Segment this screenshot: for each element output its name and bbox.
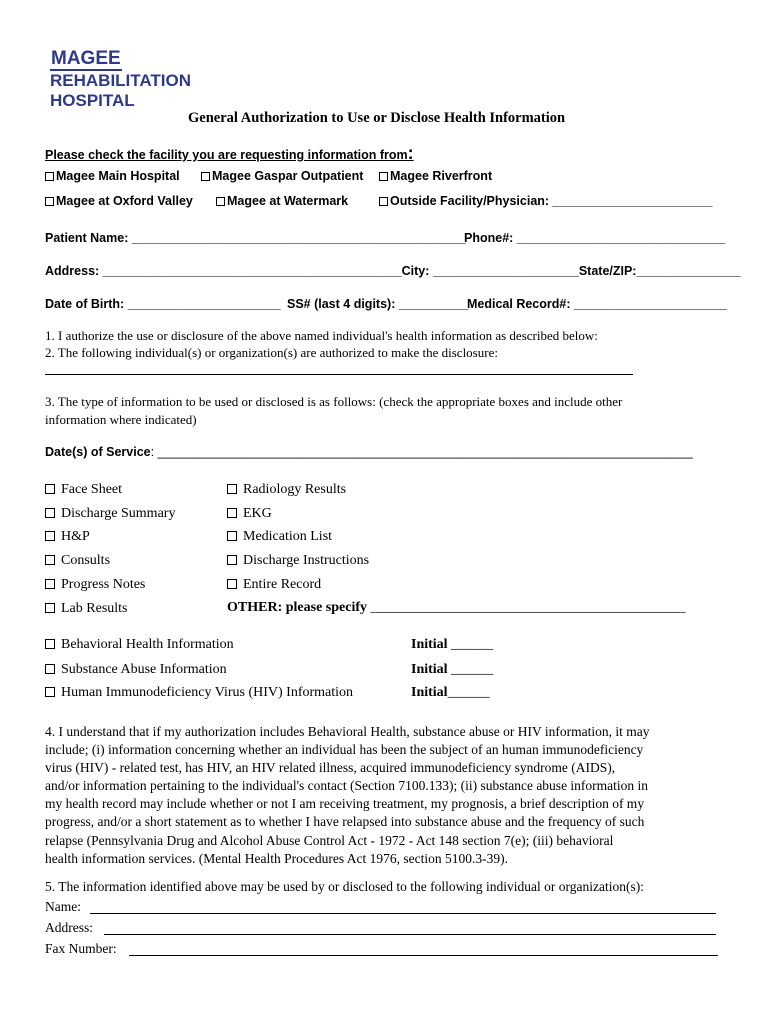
recipient-fax-line[interactable] bbox=[129, 955, 718, 956]
recipient-address-label: Address: bbox=[45, 920, 93, 935]
checkbox[interactable] bbox=[227, 555, 237, 565]
checkbox[interactable] bbox=[45, 687, 55, 697]
checkbox[interactable] bbox=[227, 484, 237, 494]
info-type-statement-cont: information where indicated) bbox=[45, 412, 197, 427]
phone-field[interactable]: Phone#: ______________________________ bbox=[464, 231, 726, 245]
info-radiology-results[interactable]: Radiology Results bbox=[227, 482, 346, 498]
recipient-name-label: Name: bbox=[45, 899, 81, 914]
checkbox[interactable] bbox=[227, 531, 237, 541]
recipient-fax-label: Fax Number: bbox=[45, 941, 117, 956]
authorize-statement: 1. I authorize the use or disclosure of the above named individual's health information as described below: bbox=[45, 328, 598, 343]
dates-of-service-field[interactable]: Date(s) of Service: _____________________________________________________________________________ bbox=[45, 445, 693, 459]
checkbox[interactable] bbox=[45, 484, 55, 494]
checkbox[interactable] bbox=[216, 197, 225, 206]
logo-magee: MAGEE bbox=[51, 48, 121, 69]
initial-substance-abuse[interactable]: Initial ______ bbox=[411, 662, 494, 677]
checkbox[interactable] bbox=[379, 197, 388, 206]
facility-riverfront[interactable]: Magee Riverfront bbox=[379, 169, 492, 183]
info-type-statement: 3. The type of information to be used or disclosed is as follows: (check the appropriate boxes and include other bbox=[45, 394, 623, 409]
checkbox[interactable] bbox=[45, 508, 55, 518]
initial-hiv[interactable]: Initial______ bbox=[411, 685, 490, 700]
checkbox[interactable] bbox=[45, 664, 55, 674]
info-consults[interactable]: Consults bbox=[45, 553, 110, 569]
logo-hospital: HOSPITAL bbox=[50, 91, 135, 110]
facility-oxford-valley[interactable]: Magee at Oxford Valley bbox=[45, 194, 193, 208]
info-discharge-summary[interactable]: Discharge Summary bbox=[45, 506, 175, 522]
info-other-field[interactable]: OTHER: please specify _____________________________________________ bbox=[227, 600, 686, 615]
checkbox[interactable] bbox=[201, 172, 210, 181]
checkbox[interactable] bbox=[45, 603, 55, 613]
checkbox[interactable] bbox=[45, 531, 55, 541]
disclosing-party-statement: 2. The following individual(s) or organization(s) are authorized to make the disclosure: bbox=[45, 345, 498, 360]
info-lab-results[interactable]: Lab Results bbox=[45, 601, 128, 617]
sensitive-behavioral-health[interactable]: Behavioral Health Information bbox=[45, 637, 234, 653]
medical-record-field[interactable]: Medical Record#: ______________________ bbox=[467, 297, 727, 311]
checkbox[interactable] bbox=[45, 555, 55, 565]
facility-watermark[interactable]: Magee at Watermark bbox=[216, 194, 348, 208]
recipient-address-line[interactable] bbox=[104, 934, 716, 935]
ss-field[interactable]: SS# (last 4 digits): __________ bbox=[287, 297, 469, 311]
recipient-name-line[interactable] bbox=[90, 913, 716, 914]
patient-name-field[interactable]: Patient Name: ________________________________________________ bbox=[45, 231, 466, 245]
facility-prompt: Please check the facility you are requesting information from: bbox=[45, 143, 414, 163]
recipient-statement: 5. The information identified above may be used by or disclosed to the following individual or organization(s): bbox=[45, 879, 644, 894]
dob-field[interactable]: Date of Birth: ______________________ bbox=[45, 297, 281, 311]
facility-outside[interactable]: Outside Facility/Physician: _______________________ bbox=[379, 194, 712, 208]
sensitive-substance-abuse[interactable]: Substance Abuse Information bbox=[45, 662, 227, 678]
hospital-logo bbox=[50, 49, 191, 111]
sensitive-info-disclaimer: 4. I understand that if my authorization includes Behavioral Health, substance abuse or HIV information, it may include; (i) information concerning whether an individual has been the subject of an human immunodeficiency virus (HIV) - related test, has HIV, an HIV related illness, acquired immunodeficiency syndrome (AIDS), and/or information pertaining to the individual's contact (Section 7100.133); (ii) substance abuse information in my health record may include whether or not I am receiving treatment, my prognosis, a brief description of my progress, and/or a short statement as to whether I have relapsed into substance abuse and the frequency of such relapse (Pennsylvania Drug and Alcohol Abuse Control Act - 1972 - Act 148 section 7(e); (iii) behavioral health information services. (Mental Health Procedures Act 1976, section 5100.3-39). bbox=[45, 724, 650, 866]
info-discharge-instructions[interactable]: Discharge Instructions bbox=[227, 553, 369, 569]
checkbox[interactable] bbox=[45, 579, 55, 589]
logo-rehabilitation: REHABILITATION bbox=[50, 71, 192, 90]
info-medication-list[interactable]: Medication List bbox=[227, 529, 332, 545]
form-title: General Authorization to Use or Disclose Health Information bbox=[188, 110, 566, 126]
checkbox[interactable] bbox=[45, 639, 55, 649]
info-h-and-p[interactable]: H&P bbox=[45, 529, 90, 545]
info-progress-notes[interactable]: Progress Notes bbox=[45, 577, 145, 593]
address-city-state-field[interactable]: Address: ___________________________________________City: _____________________State/ZIP:_______________ bbox=[45, 264, 741, 278]
checkbox[interactable] bbox=[379, 172, 388, 181]
info-entire-record[interactable]: Entire Record bbox=[227, 577, 321, 593]
disclosing-party-line[interactable] bbox=[45, 374, 633, 375]
facility-magee-main[interactable]: Magee Main Hospital bbox=[45, 169, 180, 183]
info-ekg[interactable]: EKG bbox=[227, 506, 272, 522]
checkbox[interactable] bbox=[45, 197, 54, 206]
sensitive-hiv[interactable]: Human Immunodeficiency Virus (HIV) Information bbox=[45, 685, 353, 701]
checkbox[interactable] bbox=[227, 579, 237, 589]
initial-behavioral-health[interactable]: Initial ______ bbox=[411, 637, 494, 652]
facility-gaspar-outpatient[interactable]: Magee Gaspar Outpatient bbox=[201, 169, 363, 183]
checkbox[interactable] bbox=[45, 172, 54, 181]
checkbox[interactable] bbox=[227, 508, 237, 518]
info-face-sheet[interactable]: Face Sheet bbox=[45, 482, 122, 498]
